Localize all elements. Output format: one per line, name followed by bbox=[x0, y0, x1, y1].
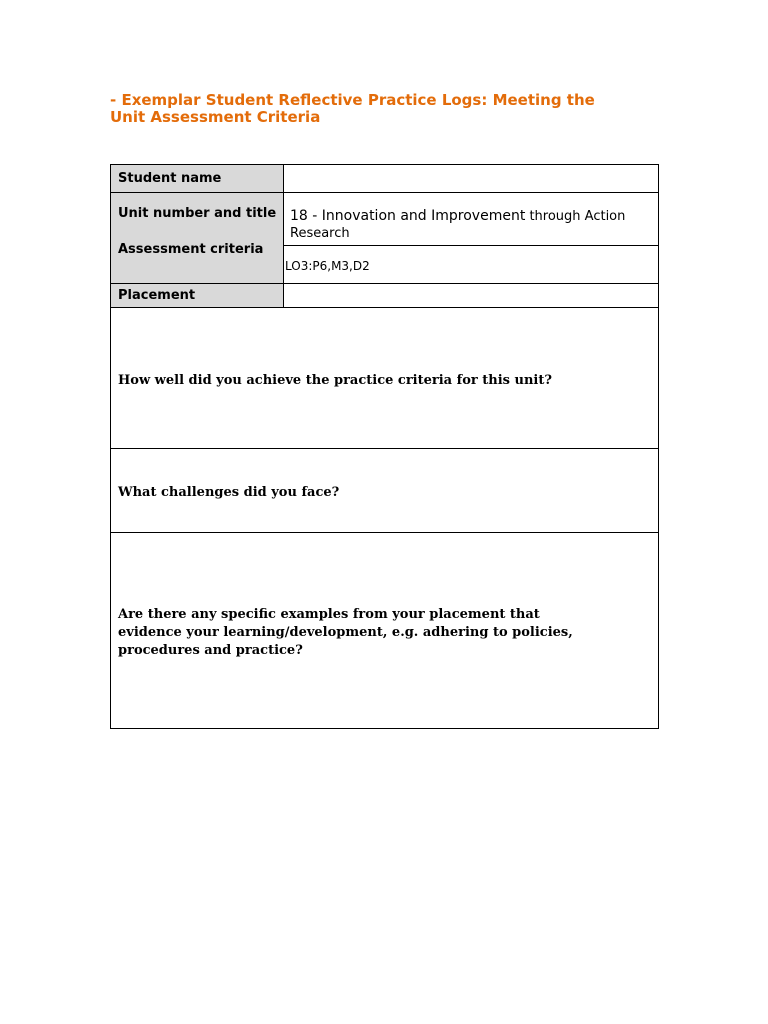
question-2-answer-area[interactable] bbox=[111, 449, 659, 533]
student-name-label-cell bbox=[111, 165, 284, 193]
student-name-field[interactable] bbox=[284, 165, 659, 193]
question-3-answer-area[interactable] bbox=[111, 533, 659, 729]
placement-label: Placement bbox=[118, 288, 196, 303]
title-line-1: - Exemplar Student Reflective Practice Logs: Meeting the bbox=[110, 91, 595, 109]
student-name-label: Student name bbox=[118, 171, 222, 186]
criteria-label: Assessment criteria bbox=[118, 242, 264, 257]
placement-field[interactable] bbox=[284, 284, 659, 308]
title-line-2: Unit Assessment Criteria bbox=[110, 108, 321, 126]
question-2-text: What challenges did you face? bbox=[118, 485, 340, 500]
criteria-value: LO3:P6,M3,D2 bbox=[285, 258, 370, 273]
unit-value-rest: through Action Research bbox=[290, 208, 626, 241]
question-1-text: How well did you achieve the practice criteria for this unit? bbox=[118, 372, 552, 388]
question-row-3 bbox=[111, 533, 659, 729]
criteria-value-cell[interactable] bbox=[284, 246, 659, 284]
question-1-answer-area[interactable] bbox=[111, 308, 659, 449]
student-name-row bbox=[111, 165, 659, 193]
unit-value-main: 18 - Innovation and Improvement bbox=[290, 207, 526, 224]
document-title bbox=[110, 92, 650, 126]
placement-label-cell bbox=[111, 284, 284, 308]
unit-row bbox=[111, 193, 659, 246]
question-3-text: Are there any specific examples from your placement that evidence your learning/development, e.g. adhering to policies, procedures and practice? bbox=[118, 607, 573, 658]
unit-label: Unit number and title bbox=[118, 206, 277, 221]
placement-row bbox=[111, 284, 659, 308]
unit-value-cell[interactable] bbox=[284, 193, 659, 246]
question-row-2 bbox=[111, 449, 659, 533]
reflective-log-form bbox=[110, 164, 659, 729]
unit-criteria-label-cell bbox=[111, 193, 284, 284]
question-row-1 bbox=[111, 308, 659, 449]
